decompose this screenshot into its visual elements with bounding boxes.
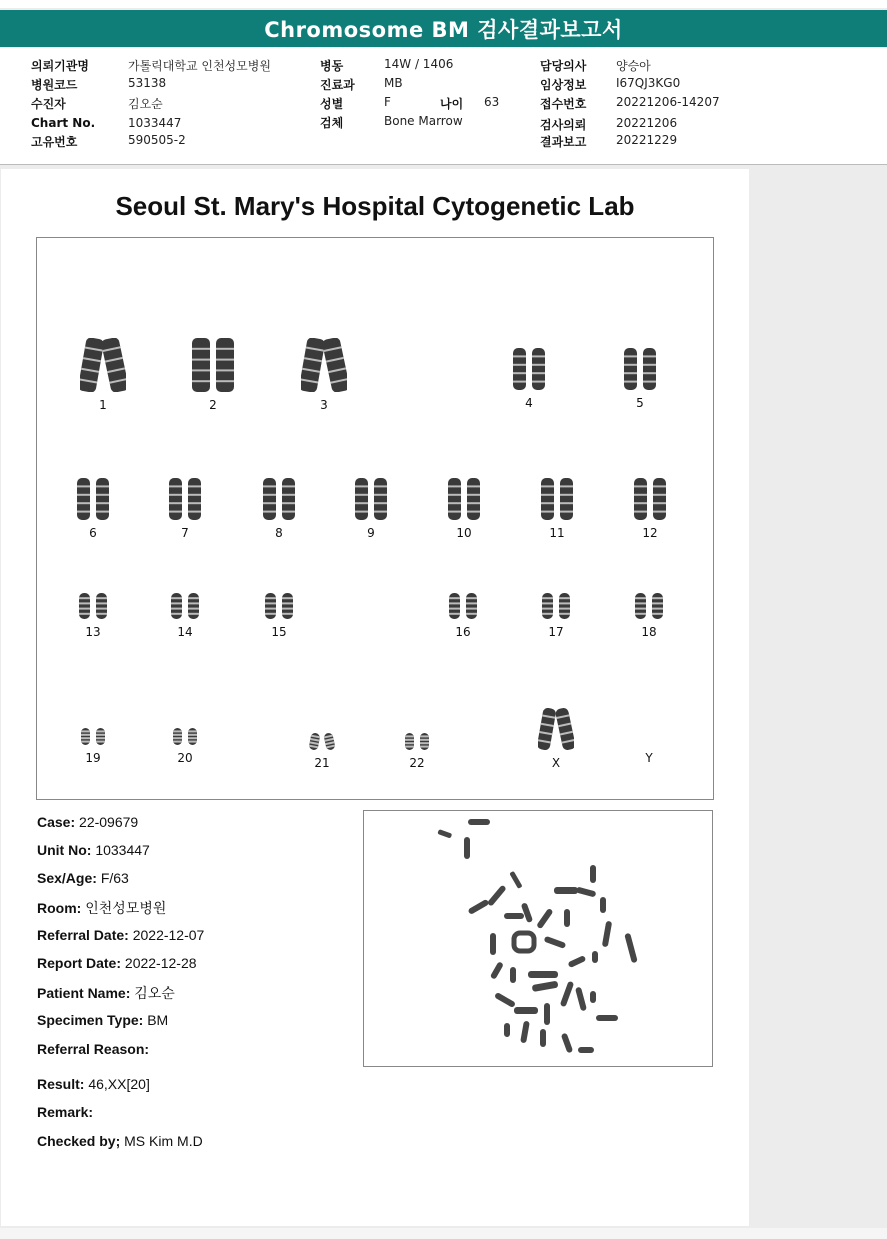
chromosome-pair xyxy=(433,593,493,639)
chromosome-label: 8 xyxy=(275,526,283,540)
sex-age-line: Sex/Age: F/63 xyxy=(37,870,129,886)
chromosome-pair xyxy=(155,478,215,540)
header-row xyxy=(31,76,77,93)
chromosome-pair xyxy=(620,478,680,540)
chromosome-label: 14 xyxy=(177,625,193,639)
header-value: 14W / 1406 xyxy=(384,57,454,71)
chromosome-graphic xyxy=(261,478,297,520)
header-value: 20221229 xyxy=(616,133,678,147)
chromosome-label: 9 xyxy=(367,526,375,540)
chromosome-label: 15 xyxy=(271,625,287,639)
header-value: 53138 xyxy=(128,76,167,90)
chromosome-pair xyxy=(294,338,354,412)
chromosome-graphic xyxy=(447,593,479,619)
chromosome-pair xyxy=(499,348,559,410)
chromosome-graphic xyxy=(540,593,572,619)
chromosome-label: 3 xyxy=(320,398,328,412)
chromosome-label: 5 xyxy=(636,396,644,410)
header-value: 가톨릭대학교 인천성모병원 xyxy=(128,59,271,73)
chromosome-label: 2 xyxy=(209,398,217,412)
chromosome-graphic xyxy=(632,478,668,520)
chromosome-graphic xyxy=(633,593,665,619)
chromosome-pair xyxy=(249,593,309,639)
header-value: F xyxy=(384,95,391,109)
checked-by-line: Checked by; MS Kim M.D xyxy=(37,1133,203,1149)
header-label: 접수번호 xyxy=(540,97,587,111)
chromosome-label: 21 xyxy=(314,756,330,770)
chromosome-graphic xyxy=(75,478,111,520)
chromosome-pair xyxy=(387,733,447,770)
chromosome-pair xyxy=(619,728,679,765)
chromosome-pair xyxy=(63,728,123,765)
chromosome-graphic xyxy=(308,733,336,750)
chromosome-graphic xyxy=(169,593,201,619)
chromosome-graphic xyxy=(538,708,574,750)
bottom-strip xyxy=(0,1228,887,1239)
chromosome-pair xyxy=(73,338,133,412)
chromosome-label: 16 xyxy=(455,625,471,639)
patient-name-line: Patient Name: 김오순 xyxy=(37,985,175,1001)
chromosome-pair xyxy=(526,593,586,639)
chromosome-pair xyxy=(63,593,123,639)
chromosome-label: 12 xyxy=(642,526,658,540)
unit-line: Unit No: 1033447 xyxy=(37,842,150,858)
chromosome-label: 7 xyxy=(181,526,189,540)
header-label: Chart No. xyxy=(31,116,96,130)
remark-line: Remark: xyxy=(37,1104,94,1120)
metaphase-image xyxy=(363,810,713,1067)
chromosome-label: 20 xyxy=(177,751,193,765)
chromosome-graphic xyxy=(446,478,482,520)
karyogram xyxy=(36,237,714,800)
chromosome-label: 6 xyxy=(89,526,97,540)
chromosome-graphic xyxy=(190,338,236,392)
header-value: 590505-2 xyxy=(128,133,186,147)
chromosome-graphic xyxy=(301,338,347,392)
room-line: Room: 인천성모병원 xyxy=(37,900,167,916)
header-value: 63 xyxy=(484,95,500,109)
chromosome-graphic xyxy=(167,478,203,520)
chromosome-graphic xyxy=(263,593,295,619)
header-value: 20221206 xyxy=(616,116,678,130)
header-row xyxy=(31,116,95,130)
metaphase-spread-graphic xyxy=(364,811,712,1066)
chromosome-pair xyxy=(249,478,309,540)
chromosome-pair xyxy=(341,478,401,540)
top-strip xyxy=(0,0,887,8)
header-value: 양승아 xyxy=(616,59,651,73)
lab-title: Seoul St. Mary's Hospital Cytogenetic Lab xyxy=(115,191,635,221)
specimen-type-line: Specimen Type: BM xyxy=(37,1012,169,1028)
chromosome-label: 11 xyxy=(549,526,565,540)
report-page xyxy=(1,169,749,1226)
referral-reason-line: Referral Reason: xyxy=(37,1041,150,1057)
patient-header xyxy=(0,48,887,165)
header-label: 담당의사 xyxy=(540,59,587,73)
chromosome-label: 19 xyxy=(85,751,101,765)
chromosome-graphic xyxy=(353,478,389,520)
header-label: 수진자 xyxy=(31,97,66,111)
header-row xyxy=(31,95,66,112)
chromosome-pair xyxy=(183,338,243,412)
report-date-line: Report Date: 2022-12-28 xyxy=(37,955,197,971)
header-label: 병원코드 xyxy=(31,78,78,92)
header-row xyxy=(31,57,89,74)
result-line: Result: 46,XX[20] xyxy=(37,1076,150,1092)
header-label: 결과보고 xyxy=(540,135,587,149)
chromosome-graphic xyxy=(539,478,575,520)
chromosome-pair xyxy=(434,478,494,540)
chromosome-graphic xyxy=(622,348,658,390)
chromosome-pair xyxy=(526,708,586,770)
header-label: 검체 xyxy=(320,116,344,130)
chromosome-graphic xyxy=(77,593,109,619)
chromosome-pair xyxy=(155,593,215,639)
chromosome-label: 22 xyxy=(409,756,425,770)
header-value: Bone Marrow xyxy=(384,114,463,128)
chromosome-pair xyxy=(610,348,670,410)
header-label: 진료과 xyxy=(320,78,355,92)
chromosome-label: 4 xyxy=(525,396,533,410)
chromosome-graphic xyxy=(79,728,107,745)
header-value: 김오순 xyxy=(128,97,163,111)
referral-date-line: Referral Date: 2022-12-07 xyxy=(37,927,205,943)
chromosome-pair xyxy=(155,728,215,765)
chromosome-graphic xyxy=(511,348,547,390)
chromosome-label: 1 xyxy=(99,398,107,412)
chromosome-label: 18 xyxy=(641,625,657,639)
chromosome-label: 10 xyxy=(456,526,472,540)
chromosome-pair xyxy=(63,478,123,540)
chromosome-graphic xyxy=(403,733,431,750)
chromosome-graphic xyxy=(171,728,199,745)
header-label: 고유번호 xyxy=(31,135,78,149)
header-label: 성별 xyxy=(320,97,344,111)
chromosome-graphic xyxy=(80,338,126,392)
header-value: I67QJ3KG0 xyxy=(616,76,681,90)
chromosome-pair xyxy=(619,593,679,639)
report-title: Chromosome BM 검사결과보고서 xyxy=(0,10,887,47)
header-label: 병동 xyxy=(320,59,344,73)
chromosome-label: 13 xyxy=(85,625,101,639)
header-label: 검사의뢰 xyxy=(540,118,587,132)
chromosome-pair xyxy=(527,478,587,540)
header-value: 20221206-14207 xyxy=(616,95,720,109)
case-line: Case: 22-09679 xyxy=(37,814,139,830)
chromosome-label: 17 xyxy=(548,625,564,639)
header-value: MB xyxy=(384,76,403,90)
header-value: 1033447 xyxy=(128,116,182,130)
header-row xyxy=(31,133,77,150)
header-label: 임상정보 xyxy=(540,78,587,92)
header-label: 의뢰기관명 xyxy=(31,59,89,73)
chromosome-label: Y xyxy=(645,751,653,765)
chromosome-label: X xyxy=(551,756,561,770)
header-label: 나이 xyxy=(440,97,464,111)
chromosome-pair xyxy=(292,733,352,770)
